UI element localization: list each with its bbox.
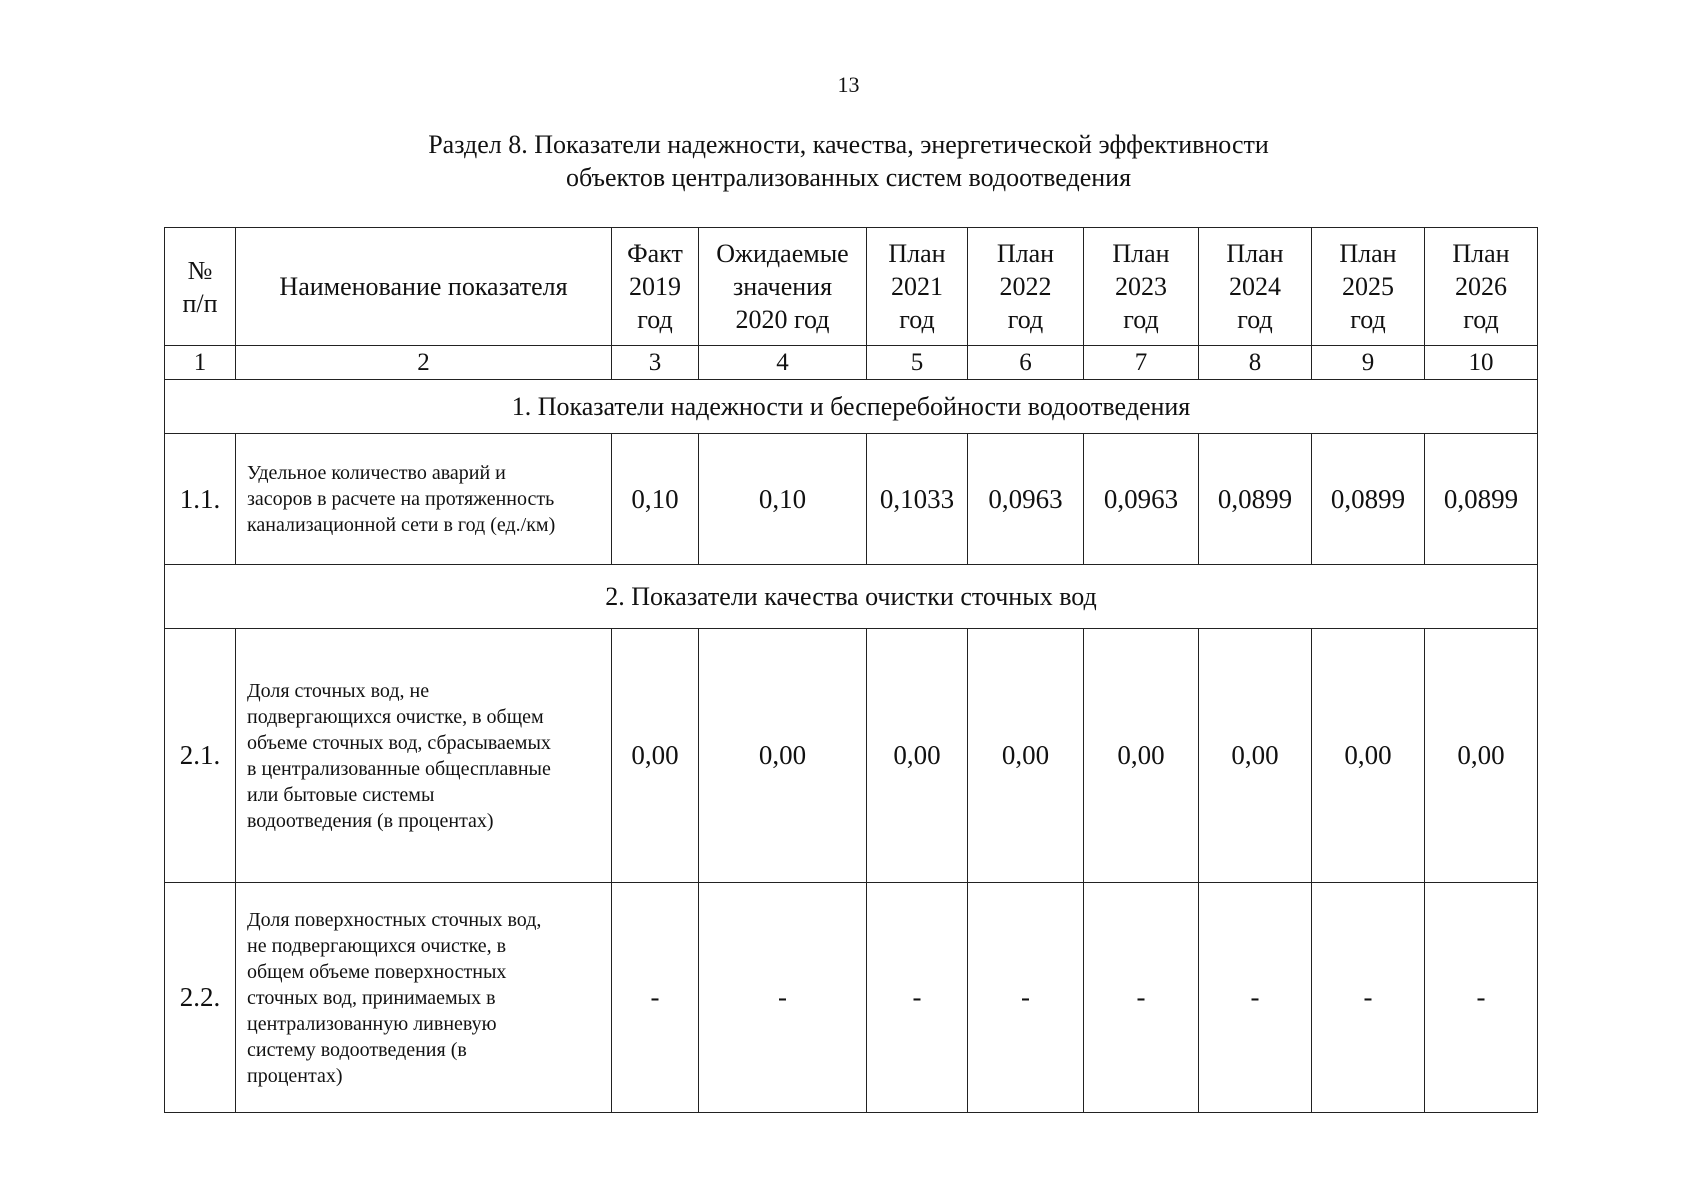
section-heading: 1. Показатели надежности и бесперебойности водоотведения xyxy=(165,380,1538,434)
value-fact-2019: - xyxy=(612,883,699,1113)
column-number: 6 xyxy=(968,346,1084,380)
value-plan-2026: 0,0899 xyxy=(1425,434,1538,565)
value-plan-2023: 0,0963 xyxy=(1084,434,1199,565)
indicators-table xyxy=(164,227,1538,1113)
value-plan-2026: 0,00 xyxy=(1425,629,1538,883)
header-row xyxy=(165,228,1538,346)
header-fact-2019: Факт 2019 год xyxy=(612,228,699,346)
column-number: 2 xyxy=(236,346,612,380)
header-plan-2023: План 2023 год xyxy=(1084,228,1199,346)
title-line-1: Раздел 8. Показатели надежности, качества, энергетической эффективности xyxy=(428,130,1269,159)
title-line-2: объектов централизованных систем водоотведения xyxy=(565,163,1132,192)
value-plan-2025: 0,00 xyxy=(1312,629,1425,883)
section-heading: 2. Показатели качества очистки сточных вод xyxy=(165,565,1538,629)
value-fact-2019: 0,00 xyxy=(612,629,699,883)
value-plan-2021: 0,00 xyxy=(867,629,968,883)
column-number: 8 xyxy=(1199,346,1312,380)
value-plan-2025: - xyxy=(1312,883,1425,1113)
row-number: 2.1. xyxy=(165,629,236,883)
section-row-2 xyxy=(165,565,1538,629)
value-fact-2019: 0,10 xyxy=(612,434,699,565)
indicator-name: Доля поверхностных сточных вод, не подвергающихся очистке, в общем объеме поверхностных сточных вод, принимаемых в централизованную ливневую систему водоотведения (в процентах) xyxy=(236,883,612,1113)
column-number: 5 xyxy=(867,346,968,380)
value-plan-2024: - xyxy=(1199,883,1312,1113)
column-number: 1 xyxy=(165,346,236,380)
value-plan-2022: - xyxy=(968,883,1084,1113)
value-plan-2022: 0,00 xyxy=(968,629,1084,883)
value-plan-2021: - xyxy=(867,883,968,1113)
value-plan-2023: 0,00 xyxy=(1084,629,1199,883)
table-row xyxy=(165,434,1538,565)
page-title xyxy=(0,128,1697,194)
column-number: 4 xyxy=(699,346,867,380)
value-expected-2020: 0,00 xyxy=(699,629,867,883)
value-plan-2024: 0,0899 xyxy=(1199,434,1312,565)
header-plan-2026: План 2026 год xyxy=(1425,228,1538,346)
value-plan-2026: - xyxy=(1425,883,1538,1113)
indicator-name: Доля сточных вод, не подвергающихся очистке, в общем объеме сточных вод, сбрасываемых в централизованные общесплавные или бытовые системы водоотведения (в процентах) xyxy=(236,629,612,883)
value-plan-2024: 0,00 xyxy=(1199,629,1312,883)
row-number: 1.1. xyxy=(165,434,236,565)
header-plan-2025: План 2025 год xyxy=(1312,228,1425,346)
page-number: 13 xyxy=(837,72,860,97)
row-number: 2.2. xyxy=(165,883,236,1113)
section-row-1 xyxy=(165,380,1538,434)
column-number: 10 xyxy=(1425,346,1538,380)
header-plan-2022: План 2022 год xyxy=(968,228,1084,346)
table-row xyxy=(165,629,1538,883)
value-plan-2023: - xyxy=(1084,883,1199,1113)
table-row xyxy=(165,883,1538,1113)
header-plan-2021: План 2021 год xyxy=(867,228,968,346)
header-plan-2024: План 2024 год xyxy=(1199,228,1312,346)
value-expected-2020: - xyxy=(699,883,867,1113)
header-name: Наименование показателя xyxy=(236,228,612,346)
column-number: 3 xyxy=(612,346,699,380)
column-numbers-row xyxy=(165,346,1538,380)
indicator-name: Удельное количество аварий и засоров в расчете на протяженность канализационной сети в год (ед./км) xyxy=(236,434,612,565)
header-num: № п/п xyxy=(165,228,236,346)
column-number: 9 xyxy=(1312,346,1425,380)
value-plan-2025: 0,0899 xyxy=(1312,434,1425,565)
value-expected-2020: 0,10 xyxy=(699,434,867,565)
column-number: 7 xyxy=(1084,346,1199,380)
value-plan-2022: 0,0963 xyxy=(968,434,1084,565)
header-expected-2020: Ожидаемые значения 2020 год xyxy=(699,228,867,346)
value-plan-2021: 0,1033 xyxy=(867,434,968,565)
